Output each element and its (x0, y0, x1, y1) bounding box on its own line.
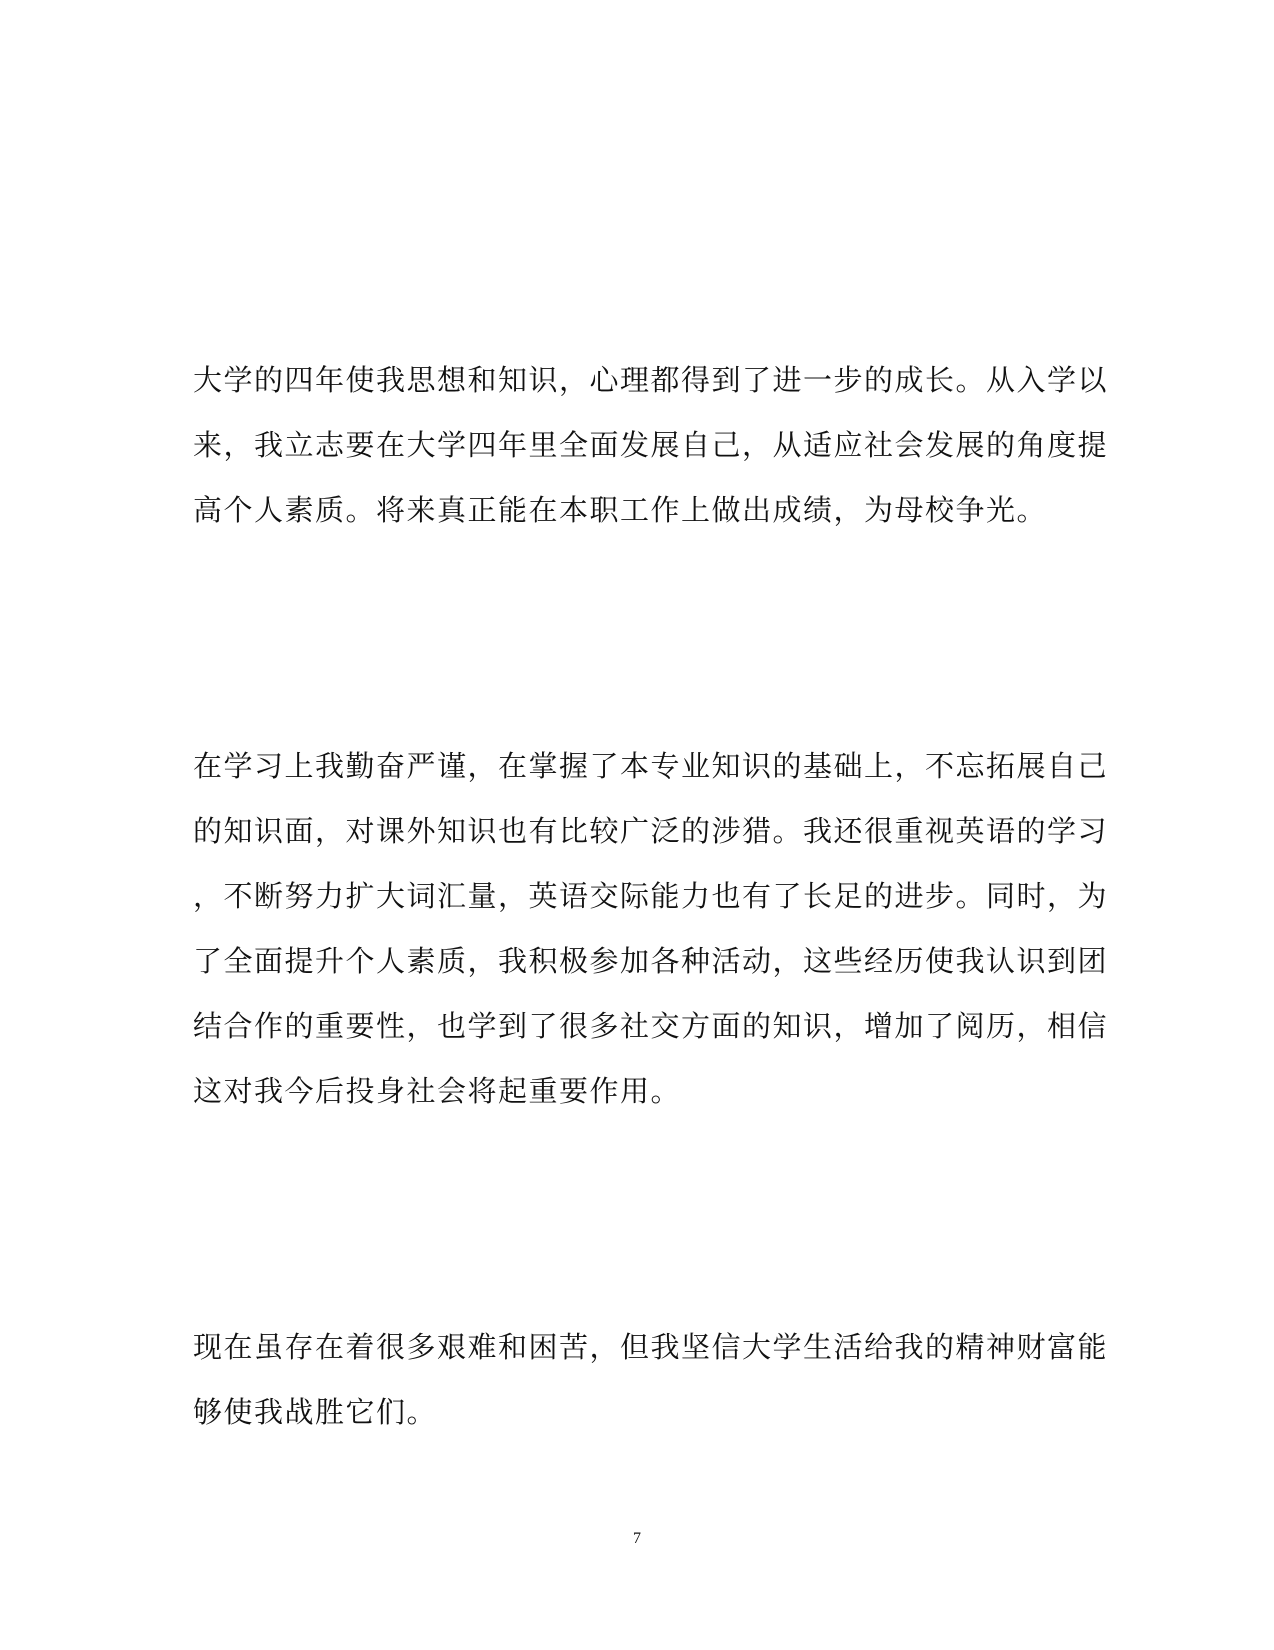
paragraph-line: 大学的四年使我思想和知识，心理都得到了进一步的成长。从入学以 (193, 363, 1109, 397)
paragraph-line: 这对我今后投身社会将起重要作用。 (193, 1074, 682, 1108)
paragraph-line: 高个人素质。将来真正能在本职工作上做出成绩，为母校争光。 (193, 493, 1048, 527)
page-number: 7 (633, 1530, 641, 1547)
paragraph-line: 现在虽存在着很多艰难和困苦，但我坚信大学生活给我的精神财富能 (193, 1330, 1109, 1364)
paragraph-line: ，不断努力扩大词汇量，英语交际能力也有了长足的进步。同时，为 (193, 879, 1109, 913)
paragraph-line: 的知识面，对课外知识也有比较广泛的涉猎。我还很重视英语的学习 (193, 814, 1109, 848)
paragraph-2 (193, 734, 1109, 1124)
paragraph-1 (193, 348, 1109, 543)
paragraph-3 (193, 1315, 1109, 1445)
paragraph-line: 来，我立志要在大学四年里全面发展自己，从适应社会发展的角度提 (193, 428, 1109, 462)
paragraph-line: 结合作的重要性，也学到了很多社交方面的知识，增加了阅历，相信 (193, 1009, 1109, 1043)
paragraph-line: 了全面提升个人素质，我积极参加各种活动，这些经历使我认识到团 (193, 944, 1109, 978)
paragraph-line: 在学习上我勤奋严谨，在掌握了本专业知识的基础上，不忘拓展自己 (193, 749, 1109, 783)
paragraph-line: 够使我战胜它们。 (193, 1395, 438, 1429)
